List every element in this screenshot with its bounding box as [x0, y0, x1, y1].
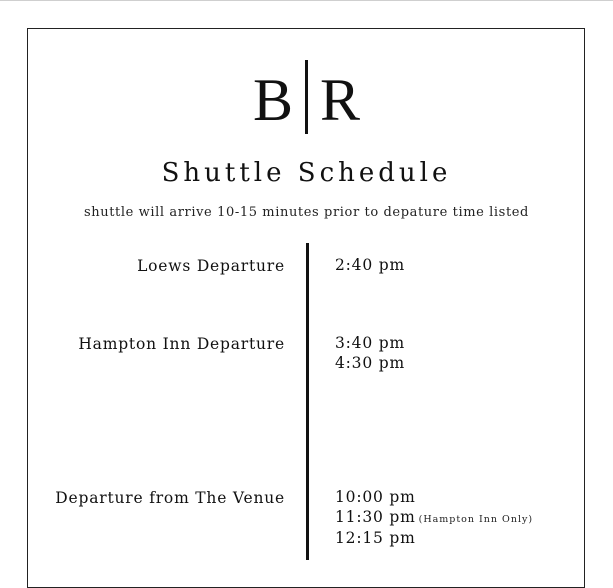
- subtitle-note: shuttle will arrive 10-15 minutes prior to depature time listed: [84, 205, 529, 220]
- time-note: (Hampton Inn Only): [418, 513, 534, 525]
- time-value: 11:30 pm: [335, 507, 416, 526]
- page-title: Shuttle Schedule: [161, 158, 452, 188]
- time-value: 12:15 pm: [335, 529, 416, 547]
- schedule-vertical-divider: [306, 243, 309, 560]
- schedule-label-loews: Loews Departure: [137, 257, 285, 275]
- time-entry: [335, 508, 533, 530]
- monogram-right-letter: R: [320, 67, 361, 133]
- schedule-label-venue: Departure from The Venue: [55, 489, 285, 507]
- monogram-left-letter: B: [252, 67, 293, 133]
- time-entry: [335, 529, 533, 549]
- schedule-label-hampton: Hampton Inn Departure: [78, 335, 285, 353]
- monogram-divider-bar: [305, 60, 308, 134]
- time-entry: [335, 488, 533, 508]
- schedule-times-venue: [335, 488, 533, 549]
- time-value: 3:40 pm: [335, 334, 405, 352]
- time-entry: [335, 256, 405, 276]
- time-value: 4:30 pm: [335, 353, 405, 372]
- schedule-times-hampton: [335, 334, 405, 373]
- time-value: 10:00 pm: [335, 488, 416, 506]
- time-entry: [335, 354, 405, 374]
- time-entry: [335, 334, 405, 354]
- schedule-times-loews: [335, 256, 405, 276]
- time-value: 2:40 pm: [335, 256, 405, 274]
- top-divider-line: [0, 0, 613, 1]
